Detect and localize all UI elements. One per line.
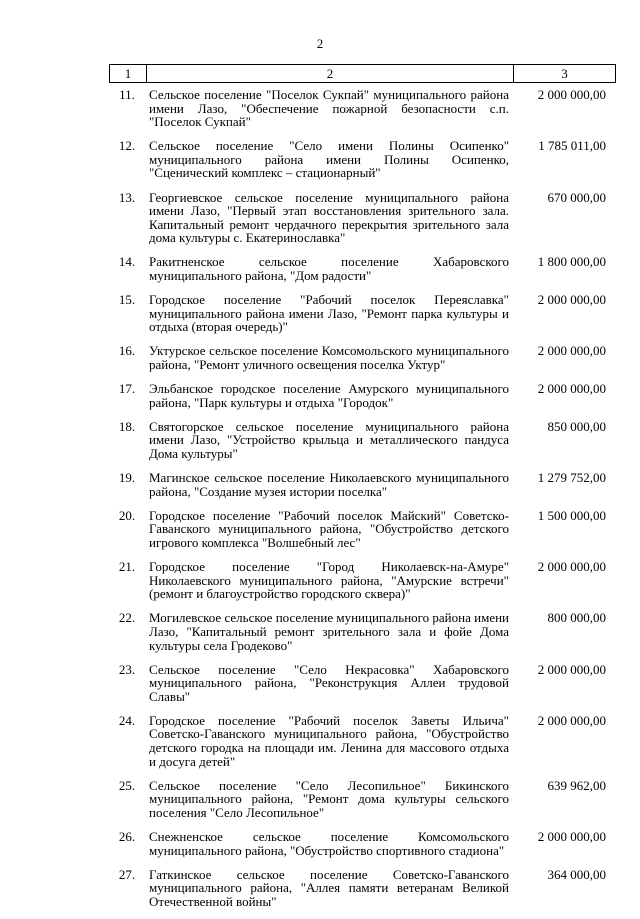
row-number: 13. <box>118 189 136 205</box>
row-description: Сельское поселение "Село Лесопильное" Бикинского муниципального района, "Ремонт дома культуры сельского поселения "Село Лесопильное" <box>149 777 509 820</box>
row-amount: 850 000,00 <box>547 418 606 434</box>
table-row <box>109 779 616 820</box>
row-amount: 2 000 000,00 <box>537 829 606 845</box>
column-header-2: 2 <box>147 65 514 82</box>
row-number: 20. <box>118 507 136 523</box>
row-amount: 2 000 000,00 <box>537 559 606 575</box>
row-amount: 2 000 000,00 <box>537 292 606 308</box>
table-row <box>109 344 616 371</box>
row-description: Могилевское сельское поселение муниципального района имени Лазо, "Капитальный ремонт зрительного зала и фойе Дома культуры села Гродеково" <box>149 610 509 653</box>
row-amount: 670 000,00 <box>547 189 606 205</box>
row-amount: 2 000 000,00 <box>537 381 606 397</box>
row-amount: 1 500 000,00 <box>537 507 606 523</box>
row-description: Городское поселение "Рабочий поселок Переяславка" муниципального района имени Лазо, "Ремонт парка культуры и отдыха (вторая очередь)" <box>149 292 509 335</box>
table-row <box>109 420 616 461</box>
row-number: 18. <box>118 418 136 434</box>
table-row <box>109 509 616 550</box>
table-row <box>109 88 616 129</box>
row-number: 11. <box>119 87 135 102</box>
row-amount: 1 279 752,00 <box>537 470 606 486</box>
table-row <box>109 714 616 768</box>
row-description: Гаткинское сельское поселение Советско-Гаванского муниципального района, "Аллея памяти ветеранам Великой Отечественной войны" <box>149 866 509 909</box>
row-number: 16. <box>118 343 136 359</box>
row-description: Святогорское сельское поселение муниципального района имени Лазо, "Устройство крыльца и металлического пандуса Дома культуры" <box>149 418 509 461</box>
table-row <box>109 663 616 704</box>
table-row <box>109 255 616 282</box>
page-number: 2 <box>316 36 324 51</box>
row-number: 14. <box>118 254 136 270</box>
column-header-3: 3 <box>561 66 568 81</box>
row-amount: 2 000 000,00 <box>537 661 606 677</box>
row-amount: 364 000,00 <box>547 866 606 882</box>
table-row <box>109 139 616 180</box>
row-number: 22. <box>118 610 136 626</box>
row-amount: 1 785 011,00 <box>538 138 606 154</box>
row-number: 25. <box>118 777 136 793</box>
row-number: 21. <box>118 559 136 575</box>
table-row <box>109 611 616 652</box>
row-description: Уктурское сельское поселение Комсомольского муниципального района, "Ремонт уличного освещения поселка Уктур" <box>149 343 509 372</box>
table-row <box>109 382 616 409</box>
row-number: 17. <box>118 381 136 397</box>
row-description: Сельское поселение "Село Некрасовка" Хабаровского муниципального района, "Реконструкция Аллеи трудовой Славы" <box>149 661 509 704</box>
row-amount: 800 000,00 <box>547 610 606 626</box>
row-description: Городское поселение "Рабочий поселок Майский" Советско-Гаванского муниципального района, "Обустройство детского игрового комплекса "Волшебный лес" <box>149 507 509 550</box>
table-row <box>109 830 616 857</box>
row-description: Сельское поселение "Поселок Сукпай" муниципального района имени Лазо, "Обеспечение пожарной безопасности с.п. "Поселок Сукпай" <box>149 87 509 130</box>
table-row <box>109 868 616 909</box>
row-number: 15. <box>118 292 136 308</box>
row-description: Снежненское сельское поселение Комсомольского муниципального района, "Обустройство спортивного стадиона" <box>149 829 509 858</box>
table-row <box>109 471 616 498</box>
table-body <box>109 88 616 919</box>
row-amount: 639 962,00 <box>547 777 606 793</box>
table-row <box>109 560 616 601</box>
table-row <box>109 293 616 334</box>
table-row <box>109 191 616 245</box>
row-description: Георгиевское сельское поселение муниципального района имени Лазо, "Первый этап восстановления зрительного зала. Капитальный ремонт чердачного перекрытия зрительного зала дома культуры с. Екатеринославка" <box>149 189 509 246</box>
row-number: 27. <box>118 866 136 882</box>
row-description: Магинское сельское поселение Николаевского муниципального района, "Создание музея истории поселка" <box>149 470 509 499</box>
row-description: Сельское поселение "Село имени Полины Осипенко" муниципального района имени Полины Осипенко, "Сценический комплекс – стационарный" <box>149 138 509 181</box>
row-number: 12. <box>118 138 136 154</box>
row-description: Эльбанское городское поселение Амурского муниципального района, "Парк культуры и отдыха "Городок" <box>149 381 509 410</box>
row-number: 24. <box>118 712 136 728</box>
row-amount: 2 000 000,00 <box>537 343 606 359</box>
row-number: 23. <box>118 661 136 677</box>
row-amount: 2 000 000,00 <box>537 712 606 728</box>
row-description: Ракитненское сельское поселение Хабаровского муниципального района, "Дом радости" <box>149 254 509 284</box>
column-header-1: 1 <box>110 65 147 82</box>
row-amount: 2 000 000,00 <box>537 87 606 102</box>
row-number: 19. <box>118 470 136 486</box>
row-description: Городское поселение "Город Николаевск-на-Амуре" Николаевского муниципального района, "Амурские встречи" (ремонт и благоустройство городского сквера)" <box>149 559 509 602</box>
row-amount: 1 800 000,00 <box>537 254 606 270</box>
table-header <box>109 64 616 83</box>
row-description: Городское поселение "Рабочий поселок Заветы Ильича" Советско-Гаванского муниципального района, "Обустройство детского городка на площади им. Ленина для массового отдыха и досуга детей" <box>149 712 509 769</box>
row-number: 26. <box>118 829 136 845</box>
